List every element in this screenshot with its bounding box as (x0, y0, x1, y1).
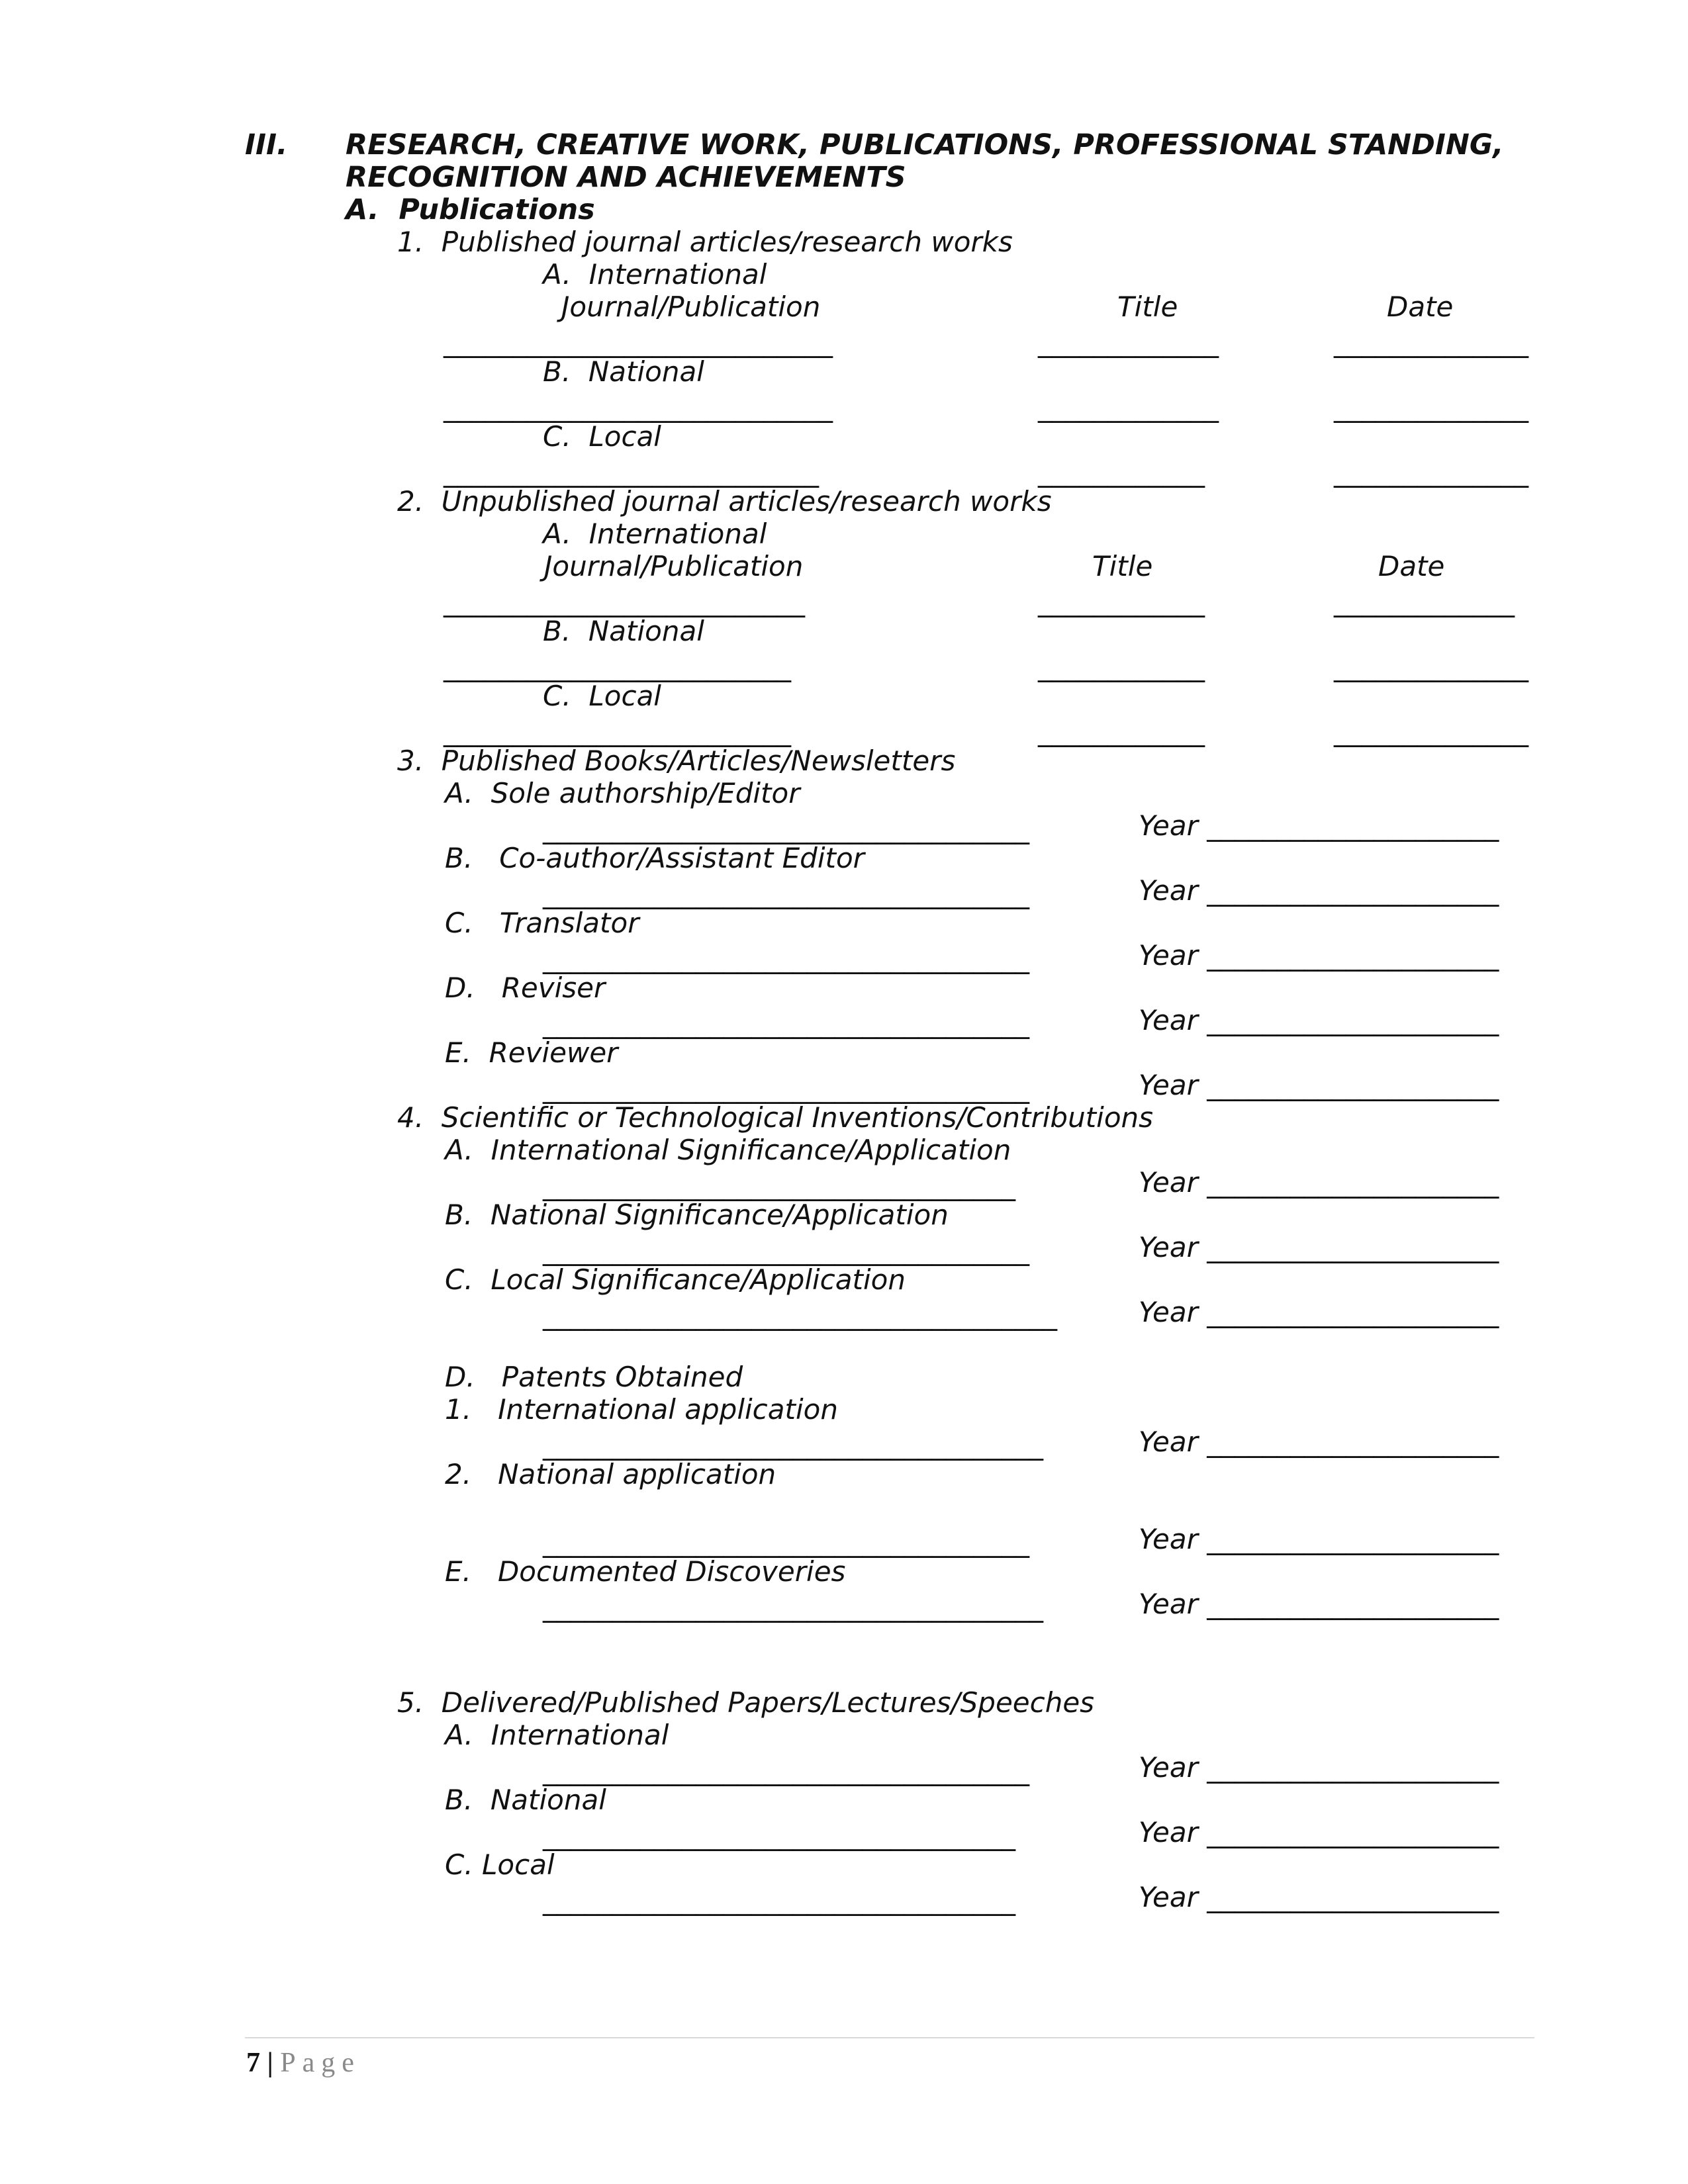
item-1-international: A. International (543, 258, 767, 291)
item-1-local-journal-blank[interactable]: ___________________________ (444, 455, 819, 488)
item-2-international: A. International (543, 518, 767, 550)
item-1-local: C. Local (543, 420, 661, 453)
item-5-national-year[interactable]: Year _____________________ (1139, 1816, 1499, 1848)
item-2-national-date-blank[interactable]: ______________ (1334, 650, 1528, 682)
item-4-title: 4. Scientific or Technological Inventions/Contributions (397, 1101, 1154, 1134)
item-4-patents-national: 2. National application (445, 1458, 776, 1490)
item-2-col-title: Title (1092, 550, 1153, 582)
item-4-international-significance: A. International Significance/Application (445, 1134, 1011, 1166)
item-1-local-title-blank[interactable]: ____________ (1038, 455, 1205, 488)
item-3-reviser-year[interactable]: Year _____________________ (1139, 1004, 1499, 1036)
item-3-sole-authorship-year[interactable]: Year _____________________ (1139, 809, 1499, 842)
section-title-line1: RESEARCH, CREATIVE WORK, PUBLICATIONS, PROFESSIONAL STANDING, (346, 128, 1504, 161)
item-5-national-blank[interactable]: __________________________________ (543, 1819, 1015, 1851)
item-2-international-journal-blank[interactable]: __________________________ (444, 585, 805, 617)
item-4-local-significance: C. Local Significance/Application (445, 1263, 906, 1296)
item-5-local: C. Local (445, 1848, 555, 1881)
item-4-patents-national-blank[interactable]: ___________________________________ (543, 1525, 1029, 1558)
item-4-documented-discoveries: E. Documented Discoveries (445, 1555, 846, 1588)
footer-divider (245, 2037, 1534, 2038)
item-4-local-blank[interactable]: _____________________________________ (543, 1298, 1057, 1331)
item-4-national-year[interactable]: Year _____________________ (1139, 1231, 1499, 1263)
item-3-co-author-blank[interactable]: ___________________________________ (543, 877, 1029, 909)
item-3-translator-year[interactable]: Year _____________________ (1139, 939, 1499, 972)
item-4-local-year[interactable]: Year _____________________ (1139, 1296, 1499, 1328)
item-2-local-journal-blank[interactable]: _________________________ (444, 715, 791, 747)
item-5-international-blank[interactable]: ___________________________________ (543, 1754, 1029, 1786)
page-label: Page (280, 2048, 361, 2078)
item-2-local-title-blank[interactable]: ____________ (1038, 715, 1205, 747)
section-title-line2: RECOGNITION AND ACHIEVEMENTS (346, 161, 906, 194)
item-5-international-year[interactable]: Year _____________________ (1139, 1751, 1499, 1784)
item-4-national-significance: B. National Significance/Application (445, 1199, 949, 1231)
item-4-international-blank[interactable]: __________________________________ (543, 1169, 1015, 1201)
item-4-national-blank[interactable]: ___________________________________ (543, 1234, 1029, 1266)
item-1-national-date-blank[interactable]: ______________ (1334, 390, 1528, 423)
footer-separator: | (260, 2048, 281, 2078)
item-4-patents-international: 1. International application (445, 1393, 838, 1426)
item-5-title: 5. Delivered/Published Papers/Lectures/Speeches (397, 1686, 1095, 1719)
item-3-sole-authorship: A. Sole authorship/Editor (445, 777, 800, 809)
item-2-international-title-blank[interactable]: ____________ (1038, 585, 1205, 617)
item-2-title: 2. Unpublished journal articles/research works (397, 485, 1052, 518)
item-4-discoveries-year[interactable]: Year _____________________ (1139, 1588, 1499, 1620)
item-4-patents-obtained: D. Patents Obtained (445, 1361, 743, 1393)
page-number: 7 (246, 2048, 260, 2078)
item-3-title: 3. Published Books/Articles/Newsletters (397, 745, 956, 777)
item-1-local-date-blank[interactable]: ______________ (1334, 455, 1528, 488)
item-2-local: C. Local (543, 680, 661, 712)
item-2-col-date: Date (1378, 550, 1445, 582)
item-5-national: B. National (445, 1784, 606, 1816)
item-2-col-journal: Journal/Publication (544, 550, 804, 582)
item-1-international-date-blank[interactable]: ______________ (1334, 326, 1528, 358)
item-5-international: A. International (445, 1719, 669, 1751)
item-1-title: 1. Published journal articles/research works (397, 226, 1013, 258)
section-number: III. (245, 128, 288, 161)
item-3-sole-authorship-blank[interactable]: ___________________________________ (543, 812, 1029, 844)
item-1-international-title-blank[interactable]: _____________ (1038, 326, 1219, 358)
item-4-patents-international-year[interactable]: Year _____________________ (1139, 1426, 1499, 1458)
item-1-col-title: Title (1117, 291, 1178, 323)
item-1-international-journal-blank[interactable]: ____________________________ (444, 326, 833, 358)
item-2-national-journal-blank[interactable]: _________________________ (444, 650, 791, 682)
item-3-translator-blank[interactable]: ___________________________________ (543, 942, 1029, 974)
subsection-publications: A. Publications (346, 193, 595, 226)
item-3-reviser: D. Reviser (445, 972, 606, 1004)
item-3-reviser-blank[interactable]: ___________________________________ (543, 1007, 1029, 1039)
item-3-reviewer-blank[interactable]: ___________________________________ (543, 1071, 1029, 1104)
item-1-national-title-blank[interactable]: _____________ (1038, 390, 1219, 423)
item-2-national: B. National (543, 615, 704, 647)
item-4-patents-national-year[interactable]: Year _____________________ (1139, 1523, 1499, 1555)
item-2-international-date-blank[interactable]: _____________ (1334, 585, 1515, 617)
item-3-co-author: B. Co-author/Assistant Editor (445, 842, 865, 874)
item-3-reviewer: E. Reviewer (445, 1036, 618, 1069)
page-footer (246, 2047, 361, 2079)
item-1-col-journal: Journal/Publication (561, 291, 821, 323)
item-1-national: B. National (543, 355, 704, 388)
item-2-national-title-blank[interactable]: ____________ (1038, 650, 1205, 682)
item-3-translator: C. Translator (445, 907, 639, 939)
item-5-local-blank[interactable]: __________________________________ (543, 1884, 1015, 1916)
item-1-col-date: Date (1387, 291, 1454, 323)
item-3-co-author-year[interactable]: Year _____________________ (1139, 874, 1499, 907)
item-2-local-date-blank[interactable]: ______________ (1334, 715, 1528, 747)
item-4-international-year[interactable]: Year _____________________ (1139, 1166, 1499, 1199)
item-3-reviewer-year[interactable]: Year _____________________ (1139, 1069, 1499, 1101)
item-4-discoveries-blank[interactable]: ____________________________________ (543, 1590, 1043, 1623)
item-5-local-year[interactable]: Year _____________________ (1139, 1881, 1499, 1913)
item-4-patents-international-blank[interactable]: ____________________________________ (543, 1428, 1043, 1461)
item-1-national-journal-blank[interactable]: ____________________________ (444, 390, 833, 423)
